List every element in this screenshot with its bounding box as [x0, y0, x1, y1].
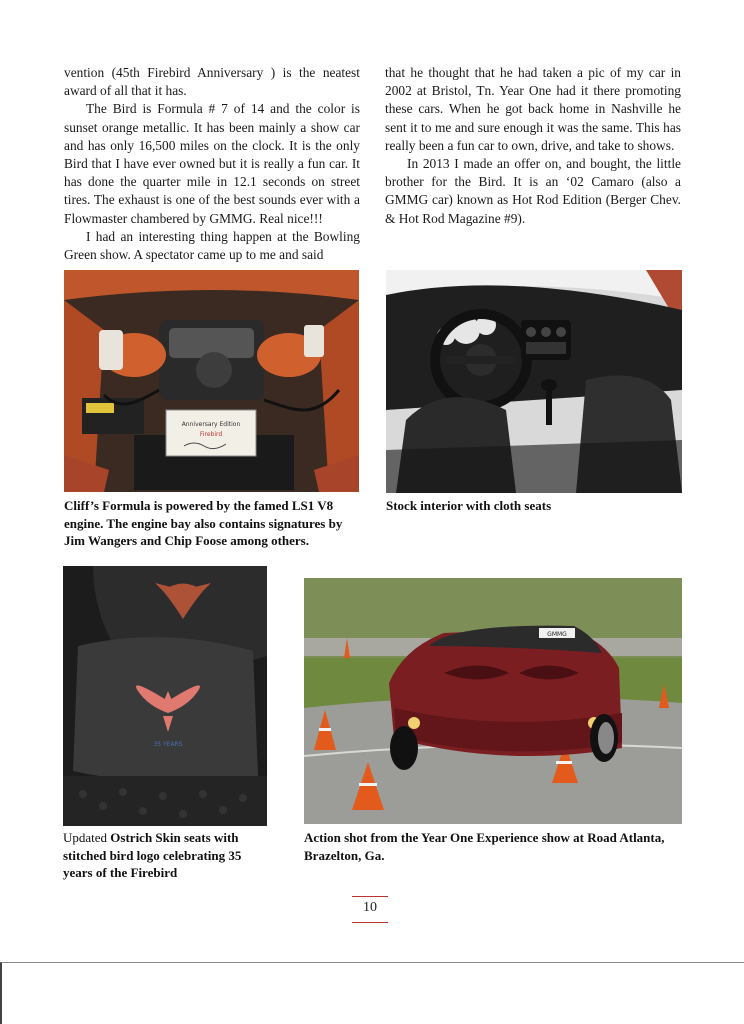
scan-edge [0, 962, 744, 1024]
stitch-text: 35 YEARS [153, 741, 183, 748]
seats-illustration [63, 566, 267, 826]
page-number-rule-bottom [352, 922, 388, 923]
placard-line1: Anniversary Edition [181, 421, 241, 428]
action-illustration [304, 578, 682, 824]
caption-rest: Ostrich Skin seats with stitched bird logo celebrating 35 years of the Firebird [63, 830, 242, 880]
article-right-column [385, 64, 681, 228]
placard-line2: Firebird [199, 431, 223, 438]
engine-bay-photo [64, 270, 359, 492]
engine-bay-illustration [64, 270, 359, 492]
seats-photo-caption [63, 829, 273, 882]
paragraph: that he thought that he had taken a pic of my car in 2002 at Bristol, Tn. Year One had it there promoting these cars. When he got back home in Nashville he sent it to me and sure enough it was the same. This has really been a fun car to own, drive, and take to shows. [385, 65, 681, 153]
interior-photo-caption: Stock interior with cloth seats [386, 498, 552, 513]
interior-photo [386, 270, 682, 493]
page-number [352, 900, 388, 916]
paragraph: In 2013 I made an offer on, and bought, the little brother for the Bird. It is an ‘02 Camaro (also a GMMG car) known as Hot Rod Edition (Berger Chev. & Hot Rod Magazine #9). [385, 156, 681, 226]
paragraph: I had an interesting thing happen at the Bowling Green show. A spectator came up to me and said [64, 228, 360, 263]
number-plate: GMMG [547, 631, 567, 638]
article-left-column [64, 64, 360, 264]
paragraph: vention (45th Firebird Anniversary ) is the neatest award of all that it has. [64, 65, 360, 99]
action-photo-caption: Action shot from the Year One Experience show at Road Atlanta, Brazelton, Ga. [304, 830, 665, 863]
seats-photo [63, 566, 267, 826]
interior-illustration [386, 270, 682, 493]
page-number-text: 10 [363, 900, 377, 915]
engine-photo-caption: Cliff’s Formula is powered by the famed LS1 V8 engine. The engine bay also contains signatures by Jim Wangers and Chip Foose among others. [64, 498, 343, 548]
caption-lead-word: Updated [63, 830, 108, 845]
action-photo [304, 578, 682, 824]
page-number-rule-top [352, 896, 388, 897]
paragraph: The Bird is Formula # 7 of 14 and the color is sunset orange metallic. It has been mainly a show car and has only 16,500 miles on the clock. It is the only Bird that I have ever owned but it is really a fun car. It has done the quarter mile in 12.1 seconds on street tires. The exhaust is one of the best sounds ever with a Flowmaster chambered by GMMG. Real nice!!! [64, 101, 360, 226]
